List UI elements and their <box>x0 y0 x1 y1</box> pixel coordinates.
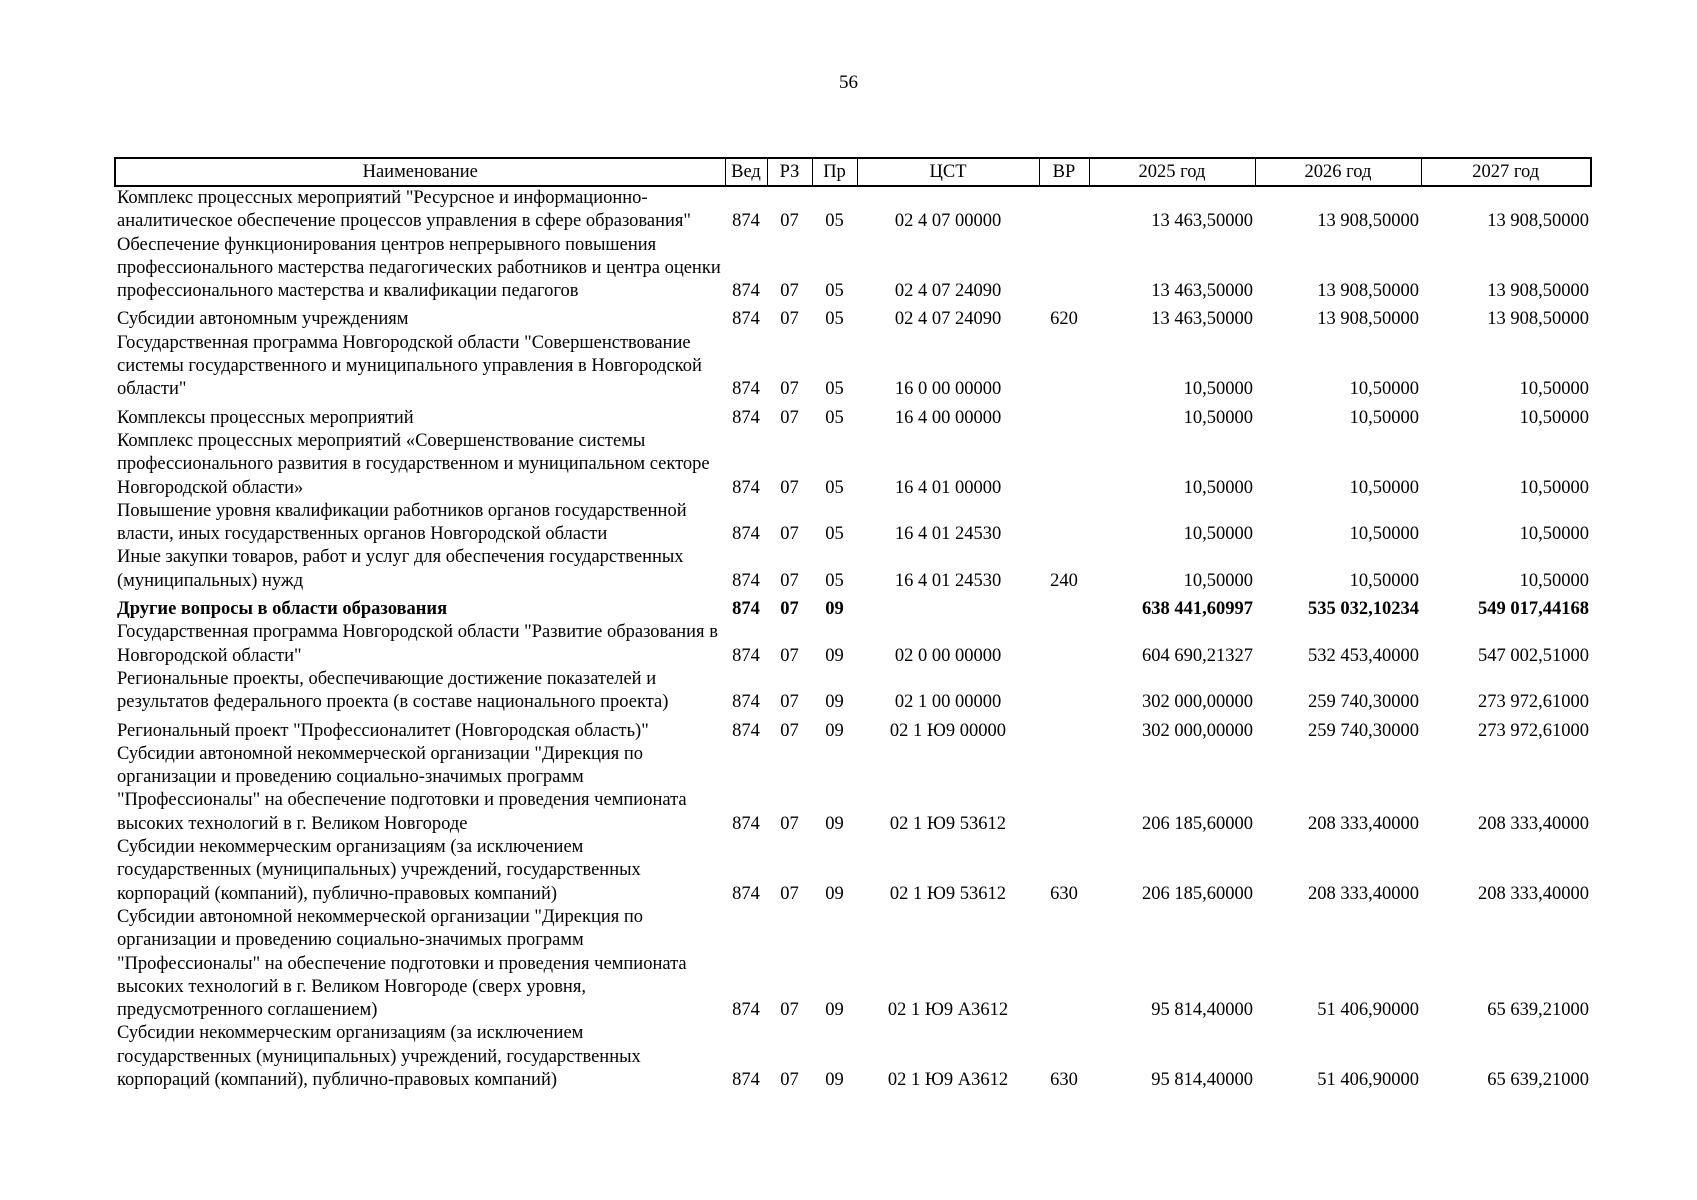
row-amount-2026: 532 453,40000 <box>1308 645 1419 666</box>
row-cst: 02 1 Ю9 53612 <box>889 883 1007 904</box>
table-row <box>115 836 1591 906</box>
row-ved: 874 <box>732 645 760 666</box>
row-cst: 02 1 00 00000 <box>894 692 1002 713</box>
row-vr: 620 <box>1050 309 1078 330</box>
row-pr: 09 <box>825 599 844 620</box>
row-amount-2025: 638 441,60997 <box>1142 599 1253 620</box>
row-ved: 874 <box>732 379 760 400</box>
table-row <box>115 743 1591 836</box>
header-rz: РЗ <box>767 158 812 186</box>
row-amount-2027: 10,50000 <box>1519 379 1589 400</box>
row-amount-2025: 95 814,40000 <box>1151 1000 1253 1021</box>
row-amount-2027: 549 017,44168 <box>1478 599 1589 620</box>
row-amount-2026: 51 406,90000 <box>1317 1069 1419 1090</box>
row-rz: 07 <box>780 407 799 428</box>
row-ved: 874 <box>732 813 760 834</box>
row-vr: 630 <box>1050 883 1078 904</box>
row-vr <box>1039 402 1089 430</box>
row-name: Государственная программа Новгородской области "Развитие образования в Новгородской области" <box>117 622 718 666</box>
row-amount-2027: 13 908,50000 <box>1487 211 1589 232</box>
header-vr: ВР <box>1039 158 1089 186</box>
row-cst: 02 4 07 24090 <box>894 281 1002 302</box>
header-2027: 2027 год <box>1421 158 1591 186</box>
row-amount-2027: 273 972,61000 <box>1478 692 1589 713</box>
row-amount-2025: 10,50000 <box>1183 524 1253 545</box>
row-name: Государственная программа Новгородской области "Совершенствование системы государственного и муниципального управления в Новгородской области" <box>117 332 702 400</box>
row-amount-2027: 208 333,40000 <box>1478 883 1589 904</box>
row-name: Другие вопросы в области образования <box>117 599 448 620</box>
table-row <box>115 668 1591 715</box>
row-amount-2025: 10,50000 <box>1183 379 1253 400</box>
row-name: Субсидии некоммерческим организациям (за исключением государственных (муниципальных) учреждений, государственных корпораций (компаний), публично-правовых компаний) <box>117 1023 641 1090</box>
row-cst: 02 4 07 24090 <box>894 309 1002 330</box>
row-amount-2026: 10,50000 <box>1349 379 1419 400</box>
row-pr: 05 <box>825 309 844 330</box>
row-amount-2026: 10,50000 <box>1349 477 1419 498</box>
row-pr: 09 <box>825 1000 844 1021</box>
row-pr: 09 <box>825 692 844 713</box>
row-rz: 07 <box>780 883 799 904</box>
table-row <box>115 715 1591 743</box>
row-amount-2025: 302 000,00000 <box>1142 720 1253 741</box>
row-rz: 07 <box>780 813 799 834</box>
table-row <box>115 593 1591 621</box>
table-header <box>115 158 1591 186</box>
table-row <box>115 546 1591 593</box>
header-name: Наименование <box>115 158 725 186</box>
table-row <box>115 332 1591 402</box>
row-cst: 16 4 01 24530 <box>894 570 1002 591</box>
table-row <box>115 402 1591 430</box>
row-cst: 16 4 01 00000 <box>894 477 1002 498</box>
row-name: Региональный проект "Профессионалитет (Новгородская область)" <box>117 720 649 741</box>
row-rz: 07 <box>780 692 799 713</box>
row-vr <box>1039 332 1089 402</box>
row-amount-2026: 13 908,50000 <box>1317 281 1419 302</box>
row-amount-2026: 10,50000 <box>1349 407 1419 428</box>
row-amount-2026: 259 740,30000 <box>1308 692 1419 713</box>
header-2025: 2025 год <box>1089 158 1255 186</box>
row-amount-2026: 208 333,40000 <box>1308 813 1419 834</box>
row-ved: 874 <box>732 1069 760 1090</box>
budget-table <box>114 157 1592 1092</box>
table-row <box>115 621 1591 668</box>
row-vr <box>1039 906 1089 1022</box>
row-ved: 874 <box>732 1000 760 1021</box>
row-amount-2025: 95 814,40000 <box>1151 1069 1253 1090</box>
row-cst <box>857 593 1039 621</box>
row-pr: 05 <box>825 407 844 428</box>
row-amount-2025: 13 463,50000 <box>1151 309 1253 330</box>
row-pr: 09 <box>825 645 844 666</box>
row-pr: 05 <box>825 379 844 400</box>
row-name: Комплекс процессных мероприятий «Совершенствование системы профессионального развития в государственном и муниципальном секторе Новгородской области» <box>117 430 710 498</box>
row-name: Повышение уровня квалификации работников органов государственной власти, иных государственных органов Новгородской области <box>117 500 687 545</box>
row-ved: 874 <box>732 281 760 302</box>
row-name: Комплекс процессных мероприятий "Ресурсное и информационно-аналитическое обеспечение процессов управления в сфере образования" <box>117 188 691 232</box>
row-amount-2027: 13 908,50000 <box>1487 281 1589 302</box>
row-pr: 05 <box>825 211 844 232</box>
row-vr <box>1039 593 1089 621</box>
row-pr: 05 <box>825 524 844 545</box>
row-ved: 874 <box>732 309 760 330</box>
row-amount-2026: 10,50000 <box>1349 570 1419 591</box>
table-row <box>115 906 1591 1022</box>
row-amount-2026: 259 740,30000 <box>1308 720 1419 741</box>
row-pr: 09 <box>825 720 844 741</box>
row-vr <box>1039 500 1089 547</box>
table-row <box>115 234 1591 304</box>
row-cst: 02 1 Ю9 А3612 <box>887 1069 1009 1090</box>
row-amount-2026: 535 032,10234 <box>1308 599 1419 620</box>
row-vr <box>1039 743 1089 836</box>
row-pr: 09 <box>825 883 844 904</box>
row-pr: 05 <box>825 477 844 498</box>
row-amount-2027: 13 908,50000 <box>1487 309 1589 330</box>
row-amount-2025: 302 000,00000 <box>1142 692 1253 713</box>
row-name: Субсидии некоммерческим организациям (за исключением государственных (муниципальных) учреждений, государственных корпораций (компаний), публично-правовых компаний) <box>117 837 641 904</box>
row-rz: 07 <box>780 570 799 591</box>
row-rz: 07 <box>780 599 799 620</box>
row-vr <box>1039 430 1089 500</box>
row-ved: 874 <box>732 692 760 713</box>
row-amount-2027: 10,50000 <box>1519 407 1589 428</box>
row-name: Иные закупки товаров, работ и услуг для обеспечения государственных (муниципальных) нужд <box>117 547 684 591</box>
row-cst: 16 4 00 00000 <box>894 407 1002 428</box>
row-amount-2025: 13 463,50000 <box>1151 281 1253 302</box>
header-pr: Пр <box>812 158 857 186</box>
row-ved: 874 <box>732 407 760 428</box>
row-amount-2027: 273 972,61000 <box>1478 720 1589 741</box>
row-rz: 07 <box>780 720 799 741</box>
table-row <box>115 303 1591 331</box>
row-cst: 02 1 Ю9 00000 <box>889 720 1007 741</box>
row-amount-2026: 208 333,40000 <box>1308 883 1419 904</box>
row-cst: 02 0 00 00000 <box>894 645 1002 666</box>
row-amount-2026: 13 908,50000 <box>1317 211 1419 232</box>
row-amount-2025: 10,50000 <box>1183 570 1253 591</box>
row-amount-2025: 604 690,21327 <box>1142 645 1253 666</box>
table-row <box>115 186 1591 234</box>
row-name: Субсидии автономной некоммерческой организации "Дирекция по организации и проведению социально-значимых программ "Профессионалы" на обеспечение подготовки и проведения чемпионата высоких технологий в г. Великом Новгороде (сверх уровня, предусмотренного соглашением) <box>117 906 687 1021</box>
row-name: Субсидии автономной некоммерческой организации "Дирекция по организации и проведению социально-значимых программ "Профессионалы" на обеспечение подготовки и проведения чемпионата высоких технологий в г. Великом Новгороде <box>117 743 687 834</box>
row-rz: 07 <box>780 524 799 545</box>
row-ved: 874 <box>732 524 760 545</box>
row-amount-2027: 10,50000 <box>1519 524 1589 545</box>
row-vr <box>1039 234 1089 304</box>
row-amount-2027: 547 002,51000 <box>1478 645 1589 666</box>
row-vr <box>1039 715 1089 743</box>
row-rz: 07 <box>780 1000 799 1021</box>
row-name: Региональные проекты, обеспечивающие достижение показателей и результатов федерального проекта (в составе национального проекта) <box>117 668 669 713</box>
row-name: Комплексы процессных мероприятий <box>117 407 414 428</box>
row-amount-2025: 206 185,60000 <box>1142 883 1253 904</box>
row-ved: 874 <box>732 720 760 741</box>
page-number: 56 <box>839 72 858 93</box>
row-amount-2025: 13 463,50000 <box>1151 211 1253 232</box>
row-amount-2026: 51 406,90000 <box>1317 1000 1419 1021</box>
row-pr: 09 <box>825 1069 844 1090</box>
row-amount-2025: 206 185,60000 <box>1142 813 1253 834</box>
header-ved: Вед <box>725 158 767 186</box>
row-rz: 07 <box>780 379 799 400</box>
row-amount-2027: 65 639,21000 <box>1487 1069 1589 1090</box>
row-name: Субсидии автономным учреждениям <box>117 309 409 330</box>
row-amount-2026: 10,50000 <box>1349 524 1419 545</box>
row-pr: 05 <box>825 570 844 591</box>
row-rz: 07 <box>780 1069 799 1090</box>
row-cst: 16 4 01 24530 <box>894 524 1002 545</box>
table-row <box>115 1022 1591 1092</box>
row-rz: 07 <box>780 477 799 498</box>
row-cst: 02 4 07 00000 <box>894 211 1002 232</box>
row-amount-2027: 65 639,21000 <box>1487 1000 1589 1021</box>
row-ved: 874 <box>732 599 760 620</box>
row-ved: 874 <box>732 211 760 232</box>
row-cst: 02 1 Ю9 53612 <box>889 813 1007 834</box>
row-cst: 02 1 Ю9 А3612 <box>887 1000 1009 1021</box>
row-amount-2025: 10,50000 <box>1183 477 1253 498</box>
row-rz: 07 <box>780 645 799 666</box>
table-body <box>115 186 1591 1092</box>
row-rz: 07 <box>780 211 799 232</box>
row-pr: 09 <box>825 813 844 834</box>
row-rz: 07 <box>780 281 799 302</box>
row-name: Обеспечение функционирования центров непрерывного повышения профессионального мастерства педагогических работников и центра оценки профессионального мастерства и квалификации педагогов <box>117 234 721 302</box>
header-cst: ЦСТ <box>857 158 1039 186</box>
row-cst: 16 0 00 00000 <box>894 379 1002 400</box>
row-amount-2027: 10,50000 <box>1519 570 1589 591</box>
row-ved: 874 <box>732 570 760 591</box>
row-amount-2027: 10,50000 <box>1519 477 1589 498</box>
row-vr <box>1039 186 1089 234</box>
row-rz: 07 <box>780 309 799 330</box>
row-amount-2027: 208 333,40000 <box>1478 813 1589 834</box>
row-vr <box>1039 621 1089 668</box>
row-ved: 874 <box>732 883 760 904</box>
table-row <box>115 500 1591 547</box>
row-vr: 240 <box>1050 570 1078 591</box>
row-vr: 630 <box>1050 1069 1078 1090</box>
row-amount-2026: 13 908,50000 <box>1317 309 1419 330</box>
header-2026: 2026 год <box>1255 158 1421 186</box>
row-amount-2025: 10,50000 <box>1183 407 1253 428</box>
table-row <box>115 430 1591 500</box>
row-pr: 05 <box>825 281 844 302</box>
row-vr <box>1039 668 1089 715</box>
row-ved: 874 <box>732 477 760 498</box>
